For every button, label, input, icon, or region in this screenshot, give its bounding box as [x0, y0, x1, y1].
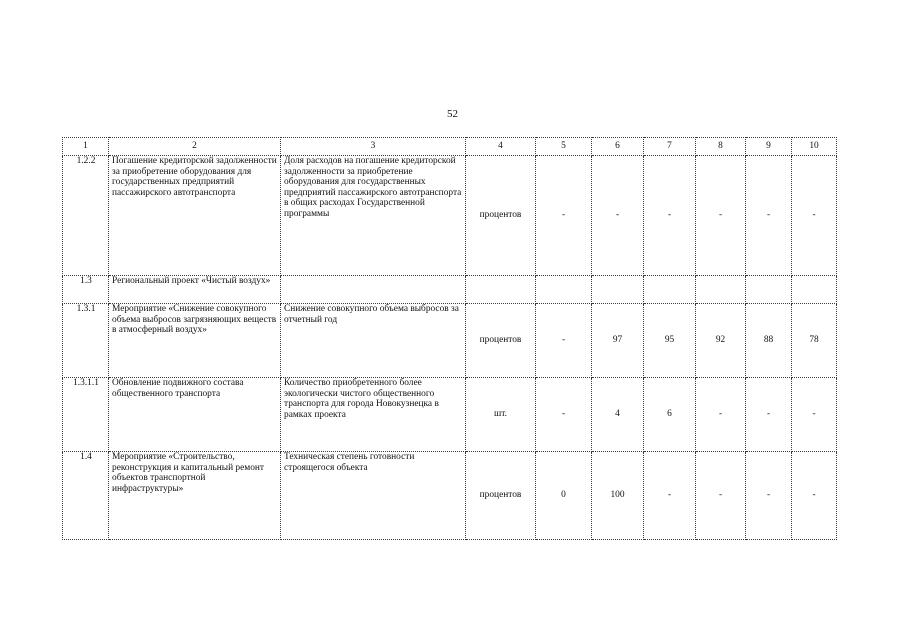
row-value-10: - [792, 452, 837, 540]
row-value-9: 88 [746, 304, 792, 378]
table-row [63, 378, 837, 452]
row-name: Мероприятие «Снижение совокупного объема выбросов загрязняющих веществ в атмосферный воздух» [109, 304, 281, 378]
row-value-10: - [792, 156, 837, 276]
row-value-5: 0 [536, 452, 592, 540]
header-cell: 2 [109, 138, 281, 156]
row-number: 1.4 [63, 452, 109, 540]
row-value-7: - [644, 452, 696, 540]
row-value-8: 92 [696, 304, 746, 378]
row-name: Региональный проект «Чистый воздух» [109, 276, 281, 304]
row-indicator: Количество приобретенного более экологически чистого общественного транспорта для города Новокузнецка в рамках проекта [281, 378, 466, 452]
row-value-9: - [746, 378, 792, 452]
row-value-10 [792, 276, 837, 304]
header-cell: 6 [592, 138, 644, 156]
row-value-6: 100 [592, 452, 644, 540]
row-indicator: Снижение совокупного объема выбросов за отчетный год [281, 304, 466, 378]
row-value-10: - [792, 378, 837, 452]
row-indicator: Доля расходов на погашение кредиторской задолженности за приобретение оборудования для государственных предприятий пассажирского автотранспорта в общих расходах Государственной программы [281, 156, 466, 276]
header-cell: 3 [281, 138, 466, 156]
row-indicator: Техническая степень готовности строящегося объекта [281, 452, 466, 540]
row-value-5: - [536, 304, 592, 378]
row-number: 1.2.2 [63, 156, 109, 276]
row-value-6: 97 [592, 304, 644, 378]
row-unit: процентов [466, 452, 536, 540]
row-name: Погашение кредиторской задолженности за приобретение оборудования для государственных предприятий пассажирского автотранспорта [109, 156, 281, 276]
header-cell: 5 [536, 138, 592, 156]
row-value-8: - [696, 378, 746, 452]
row-value-8: - [696, 156, 746, 276]
row-value-10: 78 [792, 304, 837, 378]
row-value-8 [696, 276, 746, 304]
header-cell: 9 [746, 138, 792, 156]
row-unit: шт. [466, 378, 536, 452]
row-name: Обновление подвижного состава общественного транспорта [109, 378, 281, 452]
row-value-8: - [696, 452, 746, 540]
table-row [63, 156, 837, 276]
page-number: 52 [447, 108, 458, 120]
row-value-6 [592, 276, 644, 304]
row-value-7: 95 [644, 304, 696, 378]
row-value-5: - [536, 156, 592, 276]
row-indicator [281, 276, 466, 304]
row-number: 1.3.1 [63, 304, 109, 378]
row-unit: процентов [466, 156, 536, 276]
row-value-6: 4 [592, 378, 644, 452]
row-value-9: - [746, 156, 792, 276]
row-value-5: - [536, 378, 592, 452]
row-unit [466, 276, 536, 304]
row-value-6: - [592, 156, 644, 276]
table-row [63, 452, 837, 540]
indicators-table [62, 137, 837, 540]
header-cell: 4 [466, 138, 536, 156]
row-value-9 [746, 276, 792, 304]
table-header-row [63, 138, 837, 156]
row-value-7: 6 [644, 378, 696, 452]
row-value-7 [644, 276, 696, 304]
table-row [63, 304, 837, 378]
row-name: Мероприятие «Строительство, реконструкция и капитальный ремонт объектов транспортной инфраструктуры» [109, 452, 281, 540]
table-row [63, 276, 837, 304]
header-cell: 7 [644, 138, 696, 156]
row-value-5 [536, 276, 592, 304]
header-cell: 1 [63, 138, 109, 156]
row-value-7: - [644, 156, 696, 276]
row-number: 1.3 [63, 276, 109, 304]
header-cell: 8 [696, 138, 746, 156]
row-number: 1.3.1.1 [63, 378, 109, 452]
row-value-9: - [746, 452, 792, 540]
header-cell: 10 [792, 138, 837, 156]
row-unit: процентов [466, 304, 536, 378]
